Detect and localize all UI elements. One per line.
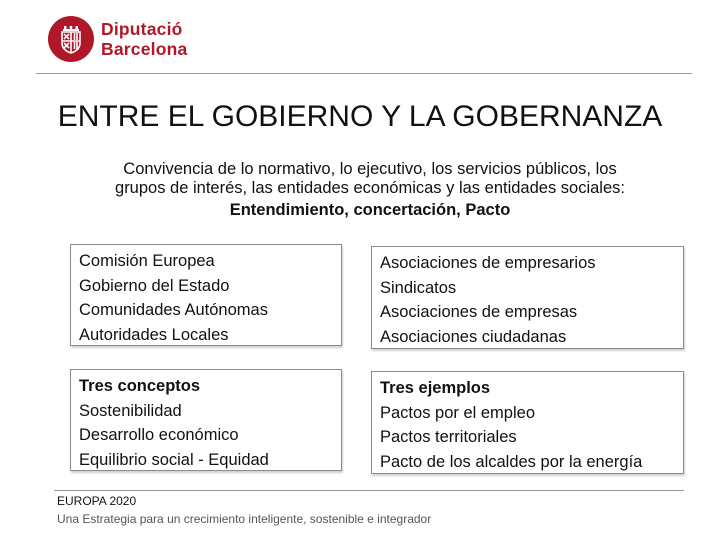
logo-line-1: Diputació: [101, 19, 183, 39]
box-line: Comisión Europea: [79, 252, 215, 270]
box-line: Asociaciones de empresarios: [380, 254, 596, 272]
box-line: Pactos por el empleo: [380, 403, 536, 422]
box-line: Pactos territoriales: [380, 428, 517, 446]
coat-of-arms-icon: [48, 16, 94, 62]
box-associations: [371, 246, 684, 349]
box-line: Equilibrio social - Equidad: [79, 450, 269, 469]
box-line: Asociaciones de empresas: [380, 303, 578, 321]
box-examples: [371, 371, 684, 474]
footer-subtitle: Una Estrategia para un crecimiento inteligente, sostenible e integrador: [57, 512, 432, 526]
top-divider: [36, 73, 692, 74]
box-line: Asociaciones ciudadanas: [380, 327, 567, 346]
intro-line-1: Convivencia de lo normativo, lo ejecutivo, los servicios públicos, los: [123, 160, 617, 178]
box-heading: Tres ejemplos: [380, 379, 491, 397]
box-line: Comunidades Autónomas: [79, 301, 268, 319]
box-line: Gobierno del Estado: [79, 276, 230, 295]
logo-line-2: Barcelona: [101, 39, 188, 59]
intro-line-2: grupos de interés, las entidades económicas y las entidades sociales:: [115, 179, 625, 197]
intro-bold-line: Entendimiento, concertación, Pacto: [229, 201, 511, 219]
footer-title: EUROPA 2020: [57, 494, 137, 508]
box-line: Sindicatos: [380, 278, 457, 297]
bottom-divider: [54, 490, 684, 491]
box-institutions: [70, 244, 342, 346]
box-heading: Tres conceptos: [79, 377, 201, 395]
brand-logo: [48, 16, 208, 62]
slide-title: ENTRE EL GOBIERNO Y LA GOBERNANZA: [57, 100, 663, 133]
box-concepts: [70, 369, 342, 471]
box-line: Autoridades Locales: [79, 325, 229, 344]
box-line: Desarrollo económico: [79, 426, 239, 444]
intro-text: [70, 160, 670, 220]
box-line: Pacto de los alcaldes por la energía: [380, 452, 643, 471]
logo-text: [101, 19, 187, 59]
box-line: Sostenibilidad: [79, 401, 182, 420]
